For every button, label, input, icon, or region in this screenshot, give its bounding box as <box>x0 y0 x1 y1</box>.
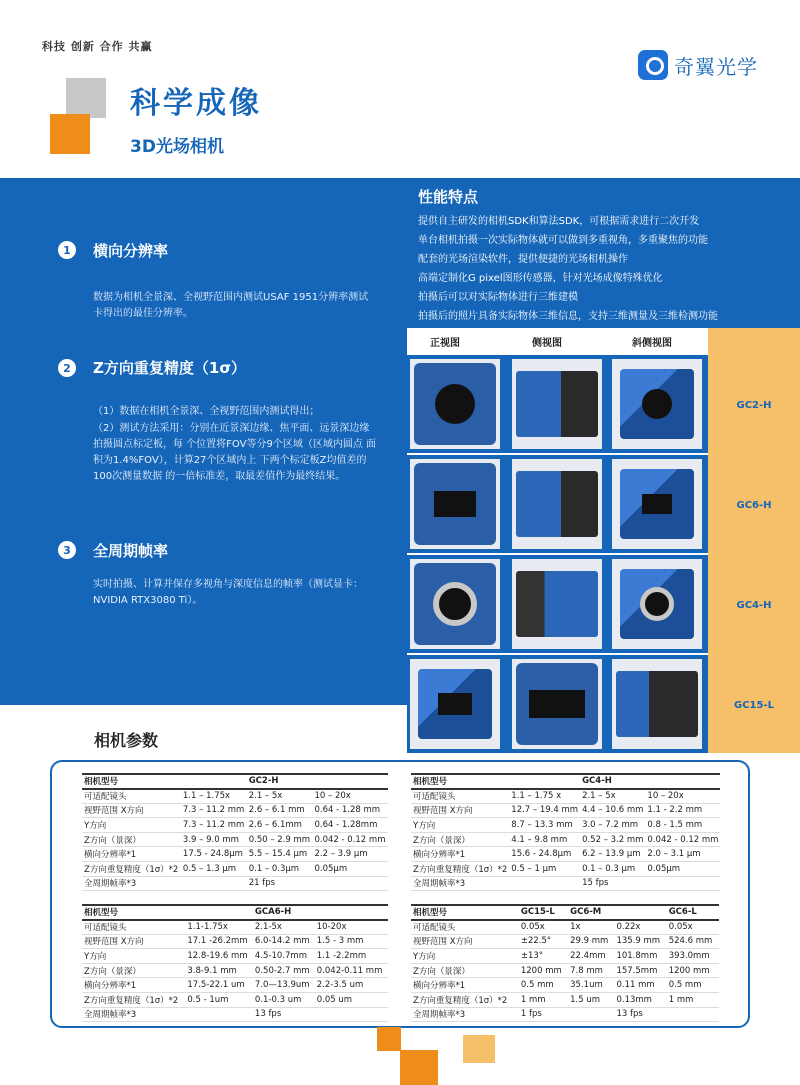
table-cell: 横向分辨率*1 <box>413 981 466 992</box>
table-cell <box>614 905 666 920</box>
table-cell: 10-20x <box>316 922 347 933</box>
table-cell: 0.11 mm <box>616 980 655 991</box>
camera-side-image <box>512 359 602 449</box>
table-cell: 全周期帧率*3 <box>413 1010 466 1021</box>
table-cell: 1200 mm <box>668 965 710 976</box>
page-subtitle: 3D光场相机 <box>130 137 224 157</box>
table-cell: 13 fps <box>616 1009 643 1020</box>
table-cell: 1.1-1.75x <box>187 922 228 933</box>
table-cell: 可适配镜头 <box>413 792 456 803</box>
table-cell: 17.1 -26.2mm <box>187 936 248 947</box>
table-cell <box>185 1007 253 1022</box>
table-cell: 可适配镜头 <box>84 792 127 803</box>
table-row <box>82 949 388 964</box>
table-row <box>411 847 720 862</box>
table-cell: 视野范围 X方向 <box>84 937 144 948</box>
footer-deco-square <box>463 1035 495 1063</box>
table-cell: 1.1 - 2.2 mm <box>647 805 703 816</box>
section-number-badge: 1 <box>58 241 76 259</box>
model-label-gc15l: GC15-L <box>734 700 774 711</box>
table-cell: Z方向重复精度（1σ）*2 <box>413 995 508 1006</box>
camera-oblique-image <box>612 659 702 749</box>
table-cell: 2.1 – 5x <box>248 791 283 802</box>
table-cell: 横向分辨率*1 <box>413 850 466 861</box>
table-cell: 1x <box>570 922 581 933</box>
table-cell: GC15-L <box>520 907 555 918</box>
table-cell: 2.2-3.5 um <box>316 980 364 991</box>
table-cell: 15 fps <box>582 878 609 889</box>
table-row <box>411 803 720 818</box>
spec-table-gca6h <box>82 904 388 1022</box>
table-cell: 6.0-14.2 mm <box>254 936 310 947</box>
section-title-framerate: 全周期帧率 <box>93 542 169 560</box>
table-cell: Y方向 <box>84 952 107 963</box>
footer-deco-square <box>377 1027 401 1051</box>
table-cell: 横向分辨率*1 <box>84 850 137 861</box>
grey-deco-square <box>66 78 106 118</box>
model-label-gc2h: GC2-H <box>736 400 772 411</box>
table-header-row <box>82 905 388 920</box>
camera-side-image <box>512 659 602 749</box>
table-cell: 7.3 – 11.2 mm <box>182 820 245 831</box>
table-cell: 相机型号 <box>84 908 119 919</box>
feature-item: 配套的光场渲染软件，提供便捷的光场相机操作 <box>418 254 628 265</box>
table-cell <box>568 1007 614 1022</box>
table-row <box>411 978 719 993</box>
table-row <box>82 803 388 818</box>
logo-text: 奇翼光学 <box>674 54 758 79</box>
table-cell: 视野范围 X方向 <box>84 806 144 817</box>
table-cell: Y方向 <box>413 821 436 832</box>
table-cell: 相机型号 <box>413 908 448 919</box>
table-cell: 7.8 mm <box>570 965 603 976</box>
table-cell: 6.2 – 13.9 μm <box>582 849 641 860</box>
table-row <box>411 832 720 847</box>
feature-item: 提供自主研发的相机SDK和算法SDK，可根据需求进行二次开发 <box>418 216 700 227</box>
table-row <box>411 789 720 804</box>
section-body-framerate: 实时拍摄、计算并保存多视角与深度信息的帧率（测试显卡：NVIDIA RTX3080 Ti）。 <box>93 579 363 606</box>
table-cell: 全周期帧率*3 <box>84 1010 137 1021</box>
table-cell: 10 – 20x <box>314 791 351 802</box>
table-row <box>411 993 719 1008</box>
table-header-row <box>411 774 720 789</box>
table-row <box>411 934 719 949</box>
table-cell: 0.5 – 1.3 μm <box>182 863 237 874</box>
table-cell: 0.05 um <box>316 994 353 1005</box>
table-cell: 0.5 mm <box>520 980 554 991</box>
table-cell: 12.8-19.6 mm <box>187 951 248 962</box>
table-row <box>82 1007 388 1022</box>
camera-front-image <box>410 359 500 449</box>
table-cell: 0.50 – 2.9 mm <box>248 834 311 845</box>
table-row <box>82 832 388 847</box>
table-cell: 8.7 – 13.3 mm <box>511 820 573 831</box>
table-row <box>411 949 719 964</box>
table-cell: ±22.5° <box>520 936 552 947</box>
table-cell: 7.0—13.9um <box>254 980 310 991</box>
feature-item: 高端定制化G pixel图形传感器，针对光场成像特殊优化 <box>418 273 663 284</box>
table-row <box>82 818 388 833</box>
view-label-oblique: 斜侧视图 <box>632 338 672 349</box>
camera-front-image <box>410 559 500 649</box>
table-cell <box>667 1007 719 1022</box>
table-cell: GCA6-H <box>254 907 292 918</box>
model-label-gc6h: GC6-H <box>736 500 772 511</box>
table-cell: 15.6 - 24.8μm <box>511 849 572 860</box>
table-row <box>82 920 388 935</box>
view-label-front: 正视图 <box>430 338 460 349</box>
table-row <box>82 993 388 1008</box>
table-cell: Z方向（景深） <box>84 966 141 977</box>
table-cell: Y方向 <box>413 952 436 963</box>
table-cell: 2.0 – 3.1 μm <box>647 849 701 860</box>
feature-item: 拍摄后可以对实际物体进行三维建模 <box>418 292 578 303</box>
table-cell: 1.1 -2.2mm <box>316 951 367 962</box>
table-cell: 1 mm <box>520 994 546 1005</box>
table-cell: GC6-M <box>570 907 602 918</box>
table-cell: 3.0 – 7.2 mm <box>582 820 639 831</box>
table-cell <box>645 876 720 891</box>
table-cell <box>315 1007 388 1022</box>
table-cell: 10 – 20x <box>647 791 684 802</box>
table-cell: Z方向（景深） <box>413 966 470 977</box>
section-title-z-precision: Z方向重复精度（1σ） <box>93 359 246 377</box>
table-cell: 0.64 - 1.28mm <box>314 820 378 831</box>
orange-deco-square <box>50 114 90 154</box>
table-cell: 0.1 – 0.3 μm <box>582 863 636 874</box>
table-cell: 3.9 – 9.0 mm <box>182 834 239 845</box>
spec-table-gc4h <box>411 773 720 891</box>
table-cell: ±13° <box>520 951 544 962</box>
table-cell: 全周期帧率*3 <box>84 879 137 890</box>
table-row <box>82 862 388 877</box>
table-row <box>82 934 388 949</box>
table-cell: 横向分辨率*1 <box>84 981 137 992</box>
table-cell: 全周期帧率*3 <box>413 879 466 890</box>
table-cell: 0.042 - 0.12 mm <box>647 834 719 845</box>
tagline: 科技 创新 合作 共赢 <box>42 40 153 53</box>
features-list <box>418 212 718 326</box>
table-cell <box>509 876 580 891</box>
table-cell <box>181 876 247 891</box>
table-row <box>411 920 719 935</box>
table-cell: 4.4 – 10.6 mm <box>582 805 644 816</box>
section-title-resolution: 横向分辨率 <box>93 242 169 260</box>
table-cell: 相机型号 <box>84 777 119 788</box>
table-cell <box>181 774 247 789</box>
params-title: 相机参数 <box>94 731 159 750</box>
table-cell: GC6-L <box>668 907 697 918</box>
table-cell: 12.7 – 19.4 mm <box>511 805 579 816</box>
spec-notes-panel <box>0 328 407 705</box>
table-cell: 0.5 mm <box>668 980 702 991</box>
table-cell: 可适配镜头 <box>84 923 127 934</box>
camera-front-image <box>410 459 500 549</box>
table-cell: 1 mm <box>668 994 694 1005</box>
camera-oblique-image <box>612 459 702 549</box>
model-label-gc4h: GC4-H <box>736 600 772 611</box>
table-cell: 1200 mm <box>520 965 562 976</box>
table-cell: 29.9 mm <box>570 936 609 947</box>
camera-oblique-image <box>612 359 702 449</box>
table-row <box>411 1007 719 1022</box>
table-cell: 0.05μm <box>314 863 348 874</box>
table-cell: 393.0mm <box>668 951 710 962</box>
table-cell <box>645 774 720 789</box>
spec-table-gc15l-gc6 <box>411 904 719 1022</box>
table-cell: Y方向 <box>84 821 107 832</box>
table-row <box>82 847 388 862</box>
table-cell: 2.6 – 6.1 mm <box>248 805 305 816</box>
table-cell <box>312 876 388 891</box>
feature-item: 拍摄后的照片具备实际物体三维信息，支持三维测量及三维检测功能 <box>418 311 718 322</box>
table-header-row <box>411 905 719 920</box>
table-row <box>82 876 388 891</box>
table-cell: 2.2 – 3.9 μm <box>314 849 368 860</box>
table-cell: 0.042 - 0.12 mm <box>314 834 386 845</box>
feature-item: 单台相机拍摄一次实际物体就可以做到多重视角，多重聚焦的功能 <box>418 235 708 246</box>
table-cell: 524.6 mm <box>668 936 713 947</box>
table-cell <box>185 905 253 920</box>
table-cell: 视野范围 X方向 <box>413 806 473 817</box>
section-body-z-precision-2: （2）测试方法采用：分别在近景深边缘、焦平面、远景深边缘拍摄圆点标定板，每 个位置将FOV等分9个区域（区域内圆点 面积为1.4%FOV），计算27个区域内上 下两个标定板Z均值差的100次测量数据 的一倍标准差，取最差值作为最终结果。 <box>93 423 377 482</box>
table-cell: 0.1 – 0.3μm <box>248 863 300 874</box>
section-body-z-precision-1: （1）数据在相机全景深、全视野范围内测试得出； <box>93 406 320 417</box>
section-number-badge: 3 <box>58 541 76 559</box>
table-cell: 35.1um <box>570 980 603 991</box>
table-cell: 4.5-10.7mm <box>254 951 307 962</box>
table-cell: 13 fps <box>254 1009 282 1020</box>
table-cell: 0.05x <box>668 922 693 933</box>
table-cell: 0.5 - 1um <box>187 994 229 1005</box>
section-body-resolution: 数据为相机全景深、全视野范围内测试USAF 1951分辨率测试卡得出的最佳分辨率。 <box>93 292 369 319</box>
table-cell: 17.5 - 24.8μm <box>182 849 243 860</box>
features-title: 性能特点 <box>418 188 479 206</box>
footer-deco-square <box>400 1050 438 1085</box>
brand-logo <box>638 50 758 80</box>
table-cell: 101.8mm <box>616 951 658 962</box>
table-cell: 0.8 - 1.5 mm <box>647 820 703 831</box>
table-cell: 2.6 – 6.1mm <box>248 820 302 831</box>
table-cell <box>509 774 580 789</box>
table-cell: 0.5 – 1 μm <box>511 863 557 874</box>
table-row <box>411 862 720 877</box>
section-number-badge: 2 <box>58 359 76 377</box>
camera-side-image <box>512 459 602 549</box>
table-cell: 1 fps <box>520 1009 542 1020</box>
table-cell: 0.042-0.11 mm <box>316 965 383 976</box>
model-column <box>708 328 800 753</box>
table-header-row <box>82 774 388 789</box>
view-label-side: 侧视图 <box>532 338 562 349</box>
table-cell: 0.64 - 1.28 mm <box>314 805 381 816</box>
table-row <box>82 963 388 978</box>
table-row <box>411 818 720 833</box>
camera-oblique-image <box>612 559 702 649</box>
page-title: 科学成像 <box>130 86 262 121</box>
table-cell: 5.5 – 15.4 μm <box>248 849 308 860</box>
table-row <box>411 963 719 978</box>
table-cell: GC4-H <box>582 776 612 787</box>
table-cell: 2.1 – 5x <box>582 791 616 802</box>
table-cell: 22.4mm <box>570 951 606 962</box>
table-cell <box>315 905 388 920</box>
table-cell <box>312 774 388 789</box>
table-cell: 2.1-5x <box>254 922 282 933</box>
table-cell: Z方向重复精度（1σ）*2 <box>84 864 179 875</box>
table-row <box>411 876 720 891</box>
logo-icon <box>638 50 668 80</box>
camera-side-image <box>512 559 602 649</box>
table-cell: 可适配镜头 <box>413 923 456 934</box>
table-cell: Z方向（景深） <box>413 835 470 846</box>
table-cell: 157.5mm <box>616 965 658 976</box>
table-cell: 0.22x <box>616 922 641 933</box>
table-cell: 视野范围 X方向 <box>413 937 473 948</box>
table-cell: 7.3 – 11.2 mm <box>182 805 245 816</box>
table-cell: 1.5 - 3 mm <box>316 936 364 947</box>
spec-table-gc2h <box>82 773 388 891</box>
table-cell: 0.13mm <box>616 994 652 1005</box>
table-cell: 0.50-2.7 mm <box>254 965 310 976</box>
table-cell: 1.5 um <box>570 994 601 1005</box>
table-cell: 0.05μm <box>647 863 681 874</box>
table-cell: 0.05x <box>520 922 545 933</box>
table-cell: 相机型号 <box>413 777 448 788</box>
table-row <box>82 978 388 993</box>
table-cell: 4.1 – 9.8 mm <box>511 834 568 845</box>
table-cell: 17.5-22.1 um <box>187 980 245 991</box>
table-cell: Z方向（景深） <box>84 835 141 846</box>
table-cell: GC2-H <box>248 776 279 787</box>
table-cell: Z方向重复精度（1σ）*2 <box>413 864 508 875</box>
camera-front-image <box>410 659 500 749</box>
table-cell: 21 fps <box>248 878 276 889</box>
table-cell: 1.1 – 1.75x <box>182 791 231 802</box>
table-cell: 0.1-0.3 um <box>254 994 302 1005</box>
table-cell: 1.1 – 1.75 x <box>511 791 562 802</box>
table-cell: Z方向重复精度（1σ）*2 <box>84 995 179 1006</box>
table-row <box>82 789 388 804</box>
table-cell: 135.9 mm <box>616 936 661 947</box>
table-cell: 0.52 – 3.2 mm <box>582 834 644 845</box>
table-cell: 3.8-9.1 mm <box>187 965 237 976</box>
